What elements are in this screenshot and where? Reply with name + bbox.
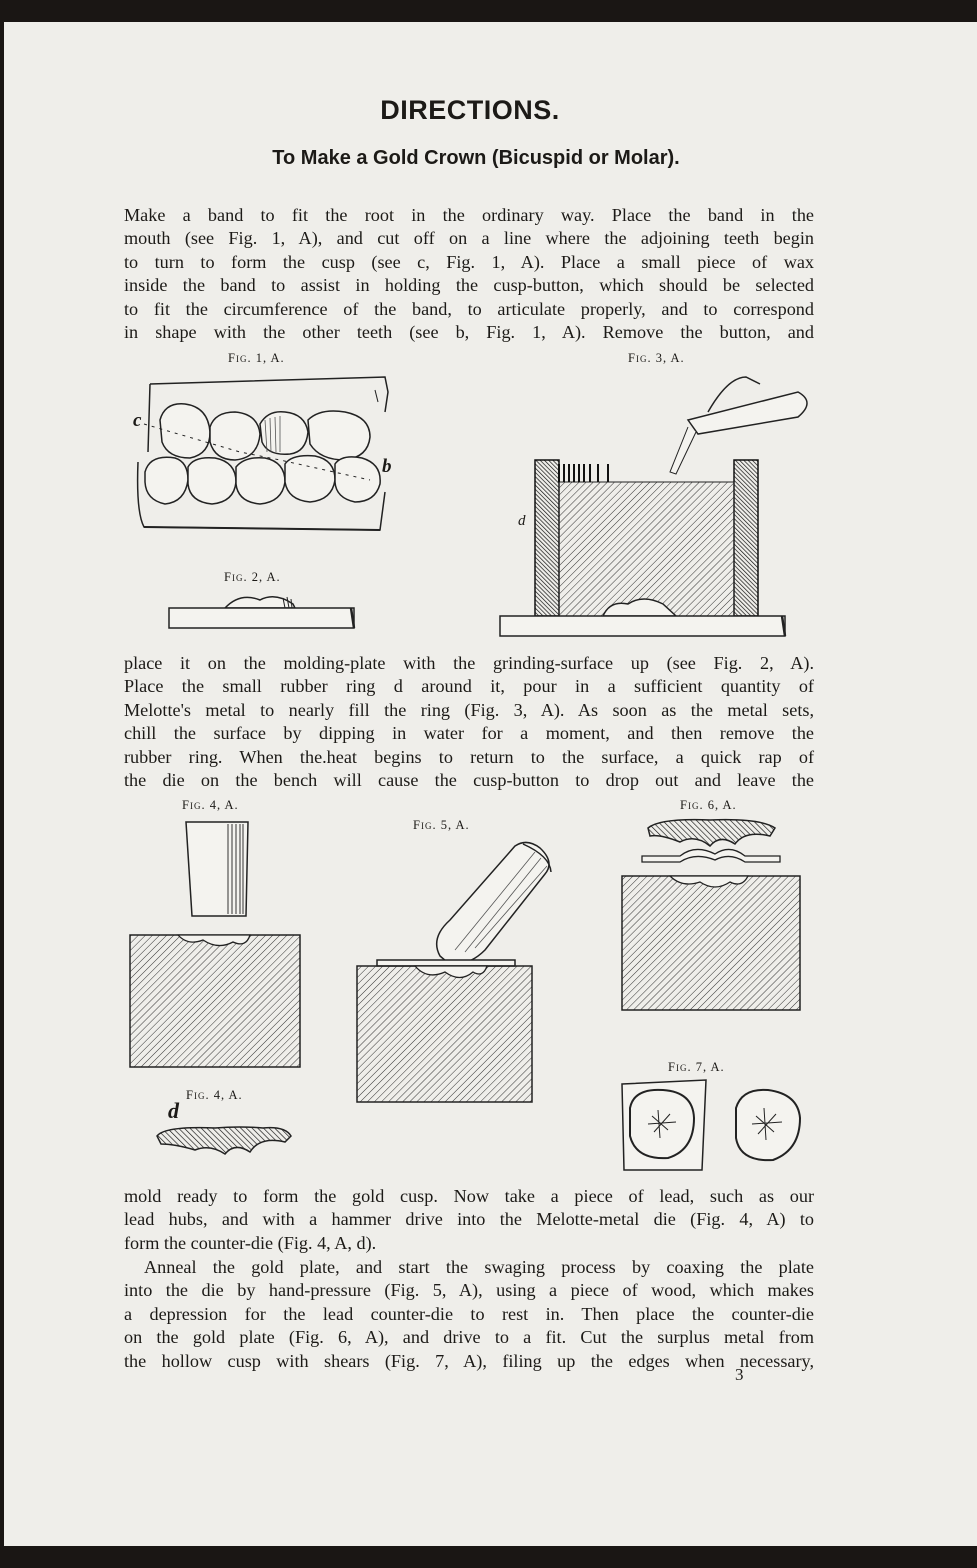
fig1-teeth-illustration bbox=[130, 372, 395, 537]
text-line: on the gold plate (Fig. 6, A), and drive to a fit. Cut the surplus metal from bbox=[124, 1327, 814, 1348]
fig2-molding-plate-illustration bbox=[165, 590, 360, 635]
fig1-caption: Fig. 1, A. bbox=[228, 351, 285, 365]
text-line: form the counter-die (Fig. 4, A, d). bbox=[124, 1232, 377, 1253]
fig1-label-c: c bbox=[133, 410, 142, 431]
text-line: Place the small rubber ring d around it, pour in a sufficient quantity of bbox=[124, 676, 814, 697]
paragraph-2 bbox=[124, 652, 814, 792]
paragraph-4 bbox=[124, 1256, 814, 1373]
fig3-label-d: d bbox=[518, 513, 526, 529]
page-number: 3 bbox=[735, 1365, 744, 1384]
fig4-die-illustration bbox=[128, 818, 303, 1073]
text-line: the die on the bench will cause the cusp-button to drop out and leave the bbox=[124, 770, 814, 791]
text-line: rubber ring. When the.heat begins to return to the surface, a quick rap of bbox=[124, 746, 814, 767]
fig3-pouring-illustration bbox=[498, 372, 813, 640]
fig4-counter-die-illustration bbox=[155, 1122, 295, 1162]
text-line: lead hubs, and with a hammer drive into the Melotte-metal die (Fig. 4, A) to bbox=[124, 1209, 814, 1230]
fig4-caption: Fig. 4, A. bbox=[182, 798, 239, 812]
text-line: the hollow cusp with shears (Fig. 7, A), filing up the edges when necessary, bbox=[124, 1350, 814, 1371]
fig7-caption: Fig. 7, A. bbox=[668, 1060, 725, 1074]
fig1-label-b: b bbox=[382, 456, 392, 477]
fig5-caption: Fig. 5, A. bbox=[413, 818, 470, 832]
paragraph-3 bbox=[124, 1185, 814, 1255]
fig6-caption: Fig. 6, A. bbox=[680, 798, 737, 812]
fig4b-label-d: d bbox=[168, 1098, 179, 1123]
fig7-hollow-cusp-illustration bbox=[618, 1078, 808, 1173]
fig2-caption: Fig. 2, A. bbox=[224, 570, 281, 584]
text-line: Make a band to fit the root in the ordinary way. Place the band in the bbox=[124, 205, 814, 225]
paragraph-1 bbox=[124, 204, 814, 344]
text-line: chill the surface by dipping in water for a moment, and then remove the bbox=[124, 723, 814, 744]
fig4b-caption: Fig. 4, A. bbox=[186, 1088, 243, 1102]
text-line: Anneal the gold plate, and start the swaging process by coaxing the plate bbox=[144, 1257, 814, 1277]
text-line: a depression for the lead counter-die to rest in. Then place the counter-die bbox=[124, 1303, 814, 1324]
fig6-counter-die-illustration bbox=[620, 818, 805, 1018]
text-line: mold ready to form the gold cusp. Now take a piece of lead, such as our bbox=[124, 1186, 814, 1206]
text-line: Melotte's metal to nearly fill the ring (Fig. 3, A). As soon as the metal sets, bbox=[124, 699, 814, 720]
fig3-caption: Fig. 3, A. bbox=[628, 351, 685, 365]
text-line: mouth (see Fig. 1, A), and cut off on a line where the adjoining teeth begin bbox=[124, 228, 814, 249]
text-line: in shape with the other teeth (see b, Fig. 1, A). Remove the button, and bbox=[124, 322, 814, 343]
text-line: into the die by hand-pressure (Fig. 5, A), using a piece of wood, which makes bbox=[124, 1280, 814, 1301]
fig5-swaging-illustration bbox=[355, 838, 560, 1106]
page-title: DIRECTIONS. bbox=[380, 95, 560, 125]
text-line: place it on the molding-plate with the grinding-surface up (see Fig. 2, A). bbox=[124, 653, 814, 673]
section-subtitle: To Make a Gold Crown (Bicuspid or Molar). bbox=[272, 147, 680, 169]
text-line: inside the band to assist in holding the cusp-button, which should be selected bbox=[124, 275, 814, 296]
text-line: to turn to form the cusp (see c, Fig. 1, A). Place a small piece of wax bbox=[124, 251, 814, 272]
text-line: to fit the circumference of the band, to articulate properly, and to correspond bbox=[124, 298, 814, 319]
